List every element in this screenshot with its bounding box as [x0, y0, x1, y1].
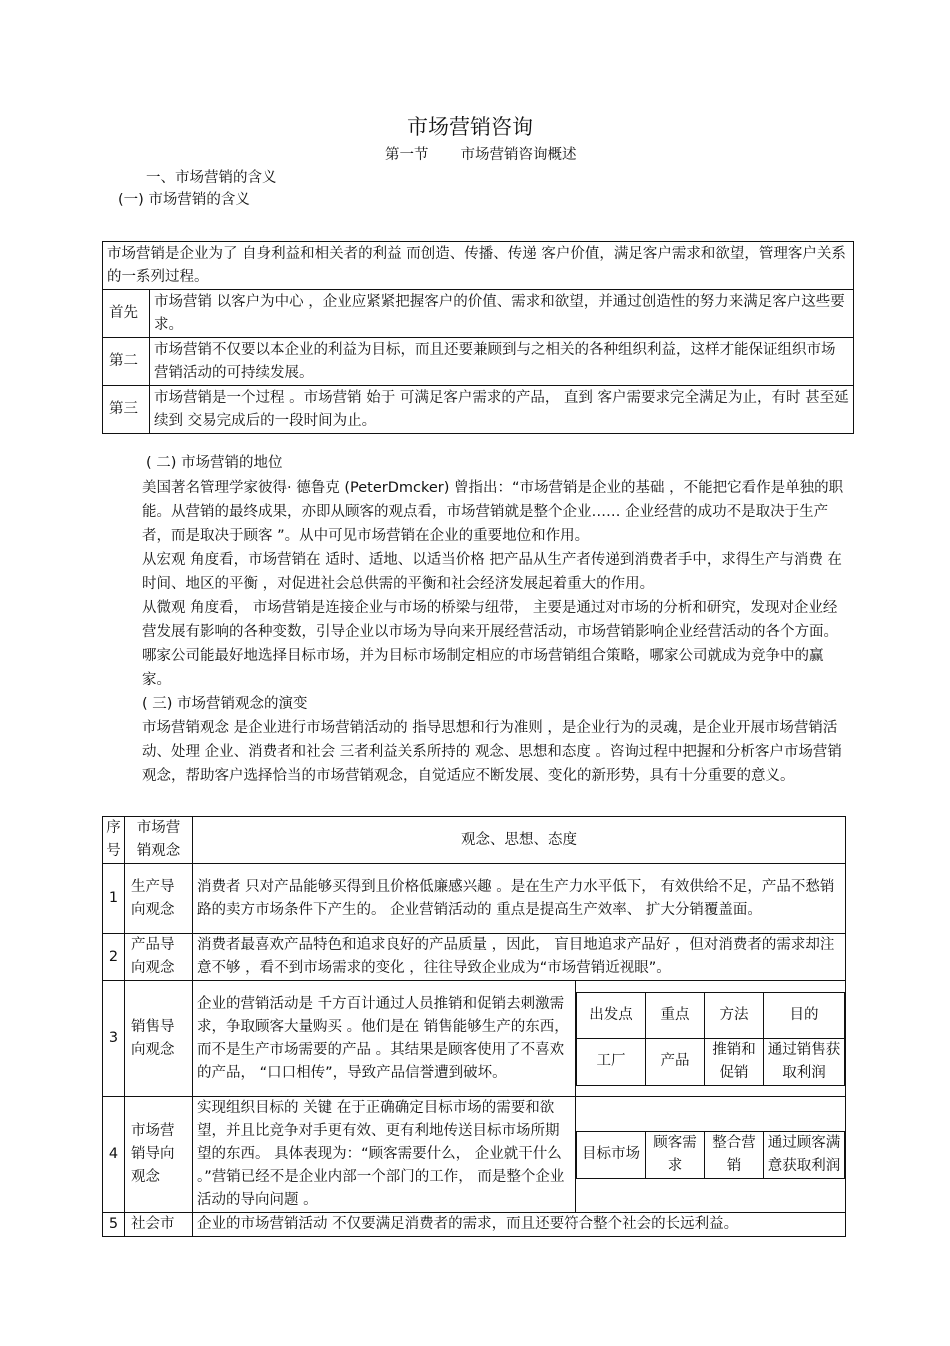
heading-status: ( 二) 市场营销的地位	[146, 455, 283, 471]
definition-table	[102, 241, 854, 434]
definition-label-third: 第三	[103, 386, 150, 434]
row-name: 销售导向观念	[125, 981, 193, 1097]
row-num: 1	[103, 864, 125, 934]
section-name: 市场营销咨询概述	[460, 147, 577, 163]
row-text: 消费者 只对产品能够买得到且价格低廉感兴趣 。是在生产力水平低下， 有效供给不足，产品不愁销路的卖方市场条件下产生的。 企业营销活动的 重点是提高生产效率、 扩大分销覆盖面。	[193, 864, 846, 934]
section-number: 第一节	[385, 147, 429, 163]
header-name: 市场营销观念	[125, 817, 193, 864]
row-text: 消费者最喜欢产品特色和追求良好的产品质量 ，因此， 盲目地追求产品好 ，但对消费者的需求却注意不够 ，看不到市场需求的变化 ，往往导致企业成为“市场营销近视眼”。	[193, 934, 846, 981]
header-num: 序号	[103, 817, 125, 864]
section-subtitle	[385, 144, 577, 167]
status-paragraphs	[108, 476, 848, 788]
row-name: 市场营销导向观念	[125, 1097, 193, 1213]
row-name: 生产导向观念	[125, 864, 193, 934]
sub-cell: 顾客需求	[646, 1131, 705, 1178]
sub-cell: 目标市场	[577, 1131, 646, 1178]
heading-meaning: 一、市场营销的含义	[146, 170, 277, 186]
paragraph: 市场营销观念 是企业进行市场营销活动的 指导思想和行为准则 ，是企业行为的灵魂，是企业开展市场营销活动、处理 企业、消费者和社会 三者利益关系所持的 观念、思想和态度 。咨询过程中把握和分析客户市场营销观念，帮助客户选择恰当的市场营销观念，自觉适应不断发展、变化的新形势，具有十分重要的意义。	[142, 720, 842, 784]
sub-table	[576, 1131, 845, 1179]
heading-evolution: ( 三) 市场营销观念的演变	[142, 696, 308, 712]
definition-label-second: 第二	[103, 338, 150, 386]
row-text: 企业的市场营销活动 不仅要满足消费者的需求，而且还要符合整个社会的长远利益。	[193, 1213, 846, 1237]
sub-cell: 产品	[646, 1038, 705, 1085]
row-text: 实现组织目标的 关键 在于正确确定目标市场的需要和欲望，并且比竞争对手更有效、更有利地传送目标市场所期望的东西。 具体表现为：“顾客需要什么， 企业就干什么 。”营销已经不是企业内部一个部门的工作， 而是整个企业活动的导向问题 。	[193, 1097, 576, 1213]
subheading-meaning: (一) 市场营销的含义	[118, 192, 250, 208]
row-num: 4	[103, 1097, 125, 1213]
sub-cell: 推销和促销	[705, 1038, 764, 1085]
concept-table	[102, 816, 846, 1237]
definition-text-first: 市场营销 以客户为中心 ，企业应紧紧把握客户的价值、需求和欲望，并通过创造性的努力来满足客户这些要求。	[150, 290, 854, 338]
paragraph: 美国著名管理学家彼得· 德鲁克 (PeterDmcker) 曾指出：“市场营销是企业的基础 ，不能把它看作是单独的职能。从营销的最终成果，亦即从顾客的观点看，市场营销就是整个企业…… 企业经营的成功不是取决于生产者，而是取决于顾客 ”。从中可见市场营销在企业的重要地位和作用。	[142, 480, 844, 544]
row-num: 2	[103, 934, 125, 981]
sub-header: 重点	[646, 992, 705, 1038]
sub-header: 出发点	[577, 992, 646, 1038]
row-name: 社会市	[125, 1213, 193, 1237]
header-content: 观念、思想、态度	[193, 817, 846, 864]
paragraph: 从微观 角度看， 市场营销是连接企业与市场的桥梁与纽带， 主要是通过对市场的分析和研究，发现对企业经营发展有影响的各种变数，引导企业以市场为导向来开展经营活动，市场营销影响企业经营活动的各个方面。	[142, 600, 838, 640]
row-num: 3	[103, 981, 125, 1097]
sub-header: 目的	[764, 992, 845, 1038]
sub-cell: 工厂	[577, 1038, 646, 1085]
definition-text-third: 市场营销是一个过程 。市场营销 始于 可满足客户需求的产品， 直到 客户需要求完全满足为止，有时 甚至延续到 交易完成后的一段时间为止。	[150, 386, 854, 434]
page-title: 市场营销咨询	[407, 115, 533, 139]
row-text: 企业的营销活动是 千方百计通过人员推销和促销去刺激需求，争取顾客大量购买 。他们是在 销售能够生产的东西，而不是生产市场需要的产品 。其结果是顾客使用了不喜欢的产品， “口口相传”，导致产品信誉遭到破坏。	[193, 981, 576, 1097]
row-sub-table	[576, 981, 846, 1097]
definition-text-second: 市场营销不仅要以本企业的利益为目标，而且还要兼顾到与之相关的各种组织利益，这样才能保证组织市场营销活动的可持续发展。	[150, 338, 854, 386]
sub-cell: 整合营销	[705, 1131, 764, 1178]
sub-cell: 通过顾客满意获取利润	[764, 1131, 845, 1178]
definition-intro: 市场营销是企业为了 自身利益和相关者的利益 而创造、传播、传递 客户价值，满足客户需求和欲望，管理客户关系 的一系列过程。	[103, 242, 854, 290]
row-num: 5	[103, 1213, 125, 1237]
sub-cell: 通过销售获取利润	[764, 1038, 845, 1085]
paragraph: 从宏观 角度看，市场营销在 适时、适地、以适当价格 把产品从生产者传递到消费者手中，求得生产与消费 在时间、地区的平衡 ，对促进社会总供需的平衡和社会经济发展起着重大的作用。	[142, 552, 842, 592]
row-sub-table	[576, 1097, 846, 1213]
definition-label-first: 首先	[103, 290, 150, 338]
sub-header: 方法	[705, 992, 764, 1038]
paragraph: 哪家公司能最好地选择目标市场，并为目标市场制定相应的市场营销组合策略，哪家公司就成为竞争中的赢家。	[142, 648, 824, 688]
row-name: 产品导向观念	[125, 934, 193, 981]
sub-table	[576, 992, 845, 1086]
